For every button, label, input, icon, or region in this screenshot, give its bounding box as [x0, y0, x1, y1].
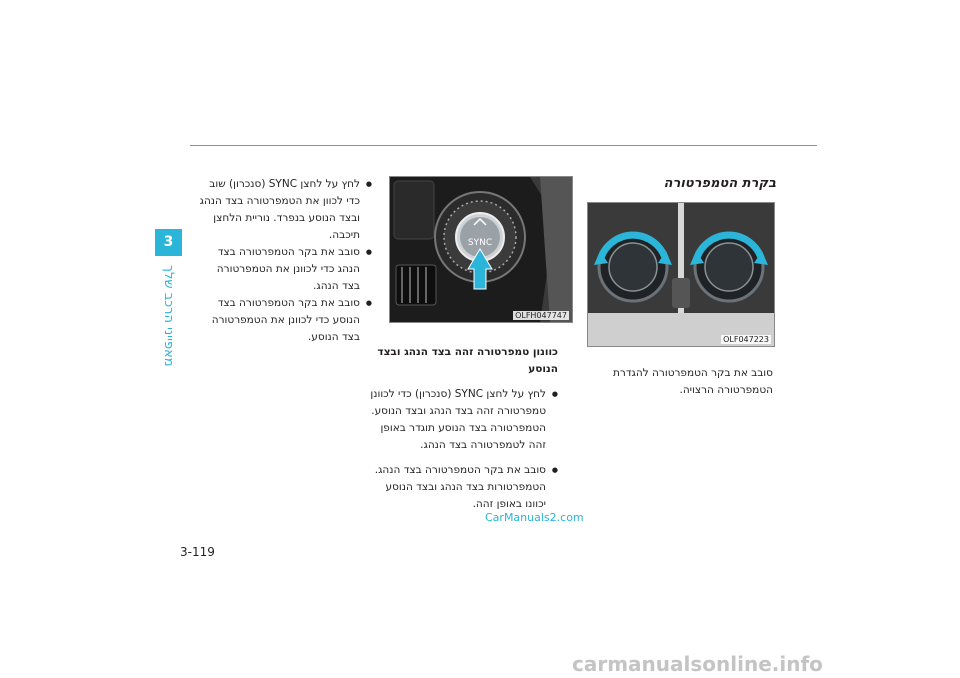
left-bullet-2: ● סובב את בקר הטמפרטורה בצד הנהג כדי לכוונן את הטמפרטורה בצד הנהג.	[198, 244, 360, 295]
middle-heading: כוונון טמפרטורה זהה בצד הנהג ובצד הנוסע	[377, 346, 558, 375]
image-code: OLF047223	[723, 335, 769, 344]
temperature-knobs-photo	[587, 202, 775, 347]
chapter-label: מאפייני הרכב שלך	[161, 265, 176, 367]
knobs-illustration	[588, 203, 774, 346]
top-rule	[190, 145, 817, 146]
sync-button-photo	[389, 176, 573, 323]
left-bullet-1: ● לחץ על לחצן SYNC (סנכרון) שוב כדי לכוון את הטמפרטורה בצד הנהג ובצד הנוסע בנפרד. נוריית הלחצן תיכבה.	[198, 176, 360, 244]
left-bullet-3: ● סובב את בקר הטמפרטורה בצד הנוסע כדי לכוונן את הטמפרטורה בצד הנוסע.	[198, 295, 360, 346]
right-text: סובב את בקר הטמפרטורה להגדרת הטמפרטורה הרצויה.	[613, 367, 773, 396]
image-code: OLFH047747	[515, 311, 567, 320]
middle-bullet-1: ● לחץ על לחצן SYNC (סנכרון) כדי לכוונן טמפרטורה זהה בצד הנהג ובצד הנוסע. הטמפרטורה בצד הנוסע תוגדר באופן זהה לטמפרטורה בצד הנהג.	[370, 386, 546, 454]
page-number: 3-119	[180, 545, 215, 559]
left-column	[198, 176, 372, 346]
sync-button-illustration	[390, 177, 572, 322]
section-title: בקרת הטמפרטורה	[663, 176, 776, 191]
sync-label: SYNC	[467, 238, 493, 248]
middle-bullet-2: ● סובב את בקר הטמפרטורה בצד הנהג. הטמפרטורות בצד הנהג ובצד הנוסע יכוונו באופן זהה.	[370, 462, 546, 513]
right-column	[608, 365, 773, 399]
chapter-number: 3	[155, 229, 182, 256]
watermark-link[interactable]: CarManuals2.com	[485, 511, 584, 524]
middle-column	[370, 344, 558, 513]
watermark-bottom: carmanualsonline.info	[572, 652, 823, 676]
